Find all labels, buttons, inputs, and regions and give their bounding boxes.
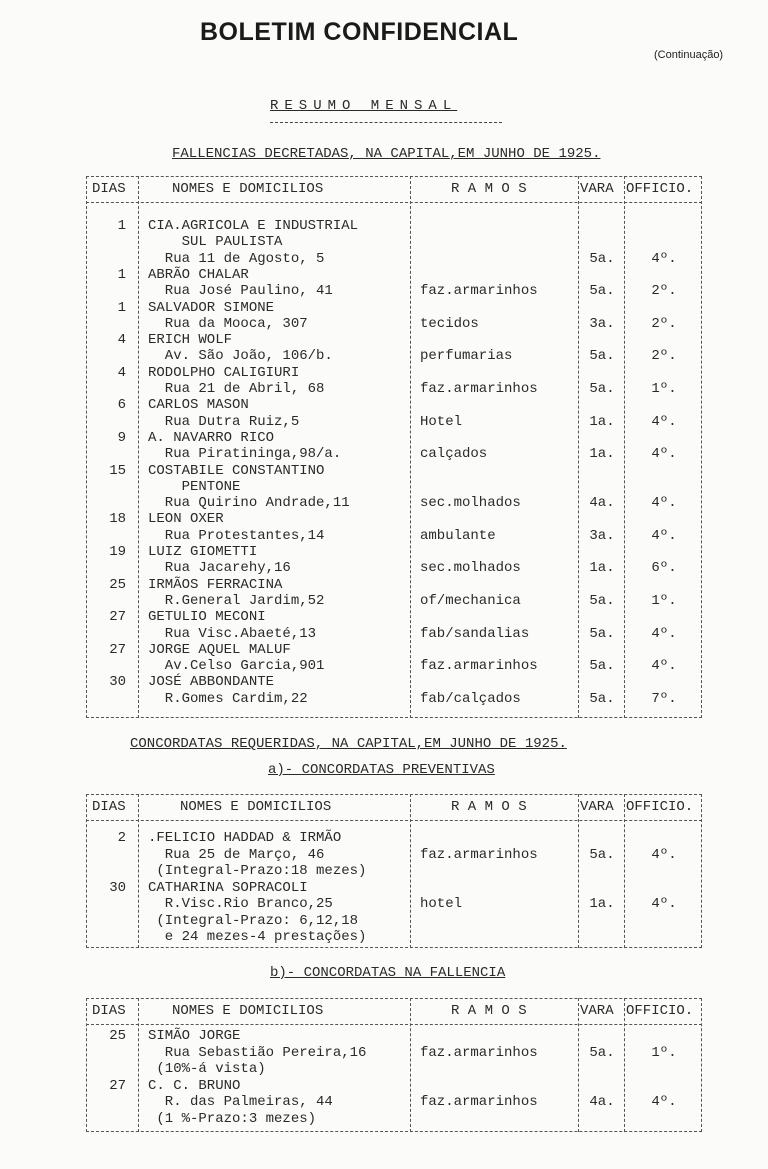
name-address-cell: Rua Sebastião Pereira,16 [148,1044,367,1061]
office-cell: 4º. [651,495,677,512]
day-cell: 2 [117,830,126,846]
table-row [86,1109,702,1129]
name-address-cell: .FELICIO HADDAD & IRMÃO [148,830,342,846]
court-cell: 3a. [589,315,615,332]
day-cell: 18 [109,511,126,528]
table-border [86,820,702,821]
name-address-cell: (10%-á vista) [148,1061,266,1077]
court-cell: 5a. [589,250,615,267]
business-cell: faz.armarinhos [420,1044,538,1061]
concordatas-title: CONCORDATAS REQUERIDAS, NA CAPITAL,EM JUNHO DE 1925. [130,736,567,752]
na-fallencia-table [86,998,702,1132]
name-address-cell: LEON OXER [148,511,224,528]
name-address-cell: COSTABILE CONSTANTINO [148,462,325,479]
column-header-nomes: NOMES E DOMICILIOS [180,799,332,815]
name-address-cell: (Integral-Prazo:18 mezes) [148,863,367,879]
day-cell: 6 [117,397,126,414]
office-cell: 4º. [651,846,677,863]
business-cell: faz.armarinhos [420,658,538,675]
name-address-cell: Rua 11 de Agosto, 5 [148,250,325,267]
name-address-cell: Rua Visc.Abaeté,13 [148,625,317,642]
name-address-cell: C. C. BRUNO [148,1077,241,1094]
fallencias-table [86,176,702,718]
court-cell: 1a. [589,413,615,430]
court-cell: 4a. [589,1094,615,1110]
office-cell: 2º. [651,315,677,332]
name-address-cell: (Integral-Prazo: 6,12,18 [148,912,359,929]
table-row [86,927,702,947]
name-address-cell: Rua Piratininga,98/a. [148,446,342,463]
day-cell: 1 [117,218,126,234]
day-cell: 9 [117,429,126,446]
fallencias-title: FALLENCIAS DECRETADAS, NA CAPITAL,EM JUNHO DE 1925. [172,146,601,162]
name-address-cell: Rua Jacarehy,16 [148,560,291,577]
column-header-officio: OFFICIO. [626,1003,694,1019]
court-cell: 5a. [589,348,615,365]
business-cell: Hotel [420,413,463,430]
name-address-cell: ERICH WOLF [148,332,233,349]
column-header-nomes: NOMES E DOMICILIOS [172,181,324,197]
day-cell: 4 [117,364,126,381]
court-cell: 1a. [589,896,615,912]
resumo-mensal-heading: RESUMO MENSAL [270,98,458,114]
day-cell: 15 [109,462,126,479]
office-cell: 1º. [651,381,677,397]
court-cell: 5a. [589,846,615,863]
court-cell: 5a. [589,690,615,707]
office-cell: 2º. [651,348,677,365]
column-header-vara: VARA [580,799,614,815]
preventivas-table [86,794,702,948]
name-address-cell: R.Gomes Cardim,22 [148,690,308,707]
name-address-cell: A. NAVARRO RICO [148,429,275,446]
business-cell: fab/calçados [420,690,521,707]
column-header-officio: OFFICIO. [626,799,694,815]
business-cell: faz.armarinhos [420,381,538,397]
business-cell: hotel [420,896,463,912]
office-cell: 7º. [651,690,677,707]
office-cell: 1º. [651,592,677,609]
name-address-cell: PENTONE [148,478,241,495]
column-header-ramos: R A M O S [451,799,527,815]
column-header-vara: VARA [580,181,614,197]
name-address-cell: (1 %-Prazo:3 mezes) [148,1110,317,1127]
court-cell: 1a. [589,446,615,463]
day-cell: 30 [109,674,126,691]
name-address-cell: GETULIO MECONI [148,609,266,626]
office-cell: 4º. [651,413,677,430]
business-cell: ambulante [420,527,496,544]
day-cell: 1 [117,266,126,283]
name-address-cell: Av.Celso Garcia,901 [148,658,325,675]
continuation-label: (Continuação) [654,49,724,61]
office-cell: 2º. [651,283,677,300]
name-address-cell: Rua da Mooca, 307 [148,315,308,332]
resumo-underline [270,122,502,123]
column-header-officio: OFFICIO. [626,181,694,197]
office-cell: 4º. [651,250,677,267]
name-address-cell: ABRÃO CHALAR [148,266,249,283]
name-address-cell: Av. São João, 106/b. [148,348,333,365]
business-cell: of/mechanica [420,592,521,609]
name-address-cell: Rua 21 de Abril, 68 [148,381,325,397]
name-address-cell: RODOLPHO CALIGIURI [148,364,300,381]
day-cell: 27 [109,641,126,658]
name-address-cell: IRMÃOS FERRACINA [148,576,283,593]
name-address-cell: R. das Palmeiras, 44 [148,1094,333,1110]
name-address-cell: JOSÉ ABBONDANTE [148,674,275,691]
court-cell: 1a. [589,560,615,577]
day-cell: 30 [109,879,126,896]
day-cell: 27 [109,1077,126,1094]
court-cell: 5a. [589,283,615,300]
business-cell: sec.molhados [420,560,521,577]
business-cell: perfumarias [420,348,513,365]
name-address-cell: CARLOS MASON [148,397,249,414]
office-cell: 4º. [651,527,677,544]
name-address-cell: JORGE AQUEL MALUF [148,641,291,658]
name-address-cell: Rua José Paulino, 41 [148,283,333,300]
column-header-ramos: R A M O S [451,1003,527,1019]
preventivas-title: a)- CONCORDATAS PREVENTIVAS [268,762,495,778]
name-address-cell: SUL PAULISTA [148,234,283,251]
name-address-cell: R.Visc.Rio Branco,25 [148,896,333,912]
business-cell: calçados [420,446,488,463]
day-cell: 4 [117,332,126,349]
court-cell: 3a. [589,527,615,544]
court-cell: 5a. [589,658,615,675]
name-address-cell: e 24 mezes-4 prestações) [148,929,367,945]
business-cell: tecidos [420,315,479,332]
table-border [86,176,702,177]
name-address-cell: Rua Quirino Andrade,11 [148,495,350,512]
table-border [86,998,702,999]
day-cell: 25 [109,1028,126,1044]
name-address-cell: Rua Dutra Ruiz,5 [148,413,300,430]
business-cell: faz.armarinhos [420,1094,538,1110]
column-header-dias: DIAS [92,799,126,815]
name-address-cell: R.General Jardim,52 [148,592,325,609]
court-cell: 5a. [589,625,615,642]
na-fallencia-title: b)- CONCORDATAS NA FALLENCIA [270,965,506,981]
column-header-vara: VARA [580,1003,614,1019]
office-cell: 4º. [651,446,677,463]
day-cell: 19 [109,544,126,560]
table-border [86,1131,702,1132]
table-border [86,717,702,718]
office-cell: 4º. [651,625,677,642]
day-cell: 1 [117,299,126,316]
column-header-ramos: R A M O S [451,181,527,197]
court-cell: 5a. [589,381,615,397]
name-address-cell: CATHARINA SOPRACOLI [148,879,308,896]
court-cell: 5a. [589,1044,615,1061]
bulletin-title: BOLETIM CONFIDENCIAL [200,18,519,46]
column-header-nomes: NOMES E DOMICILIOS [172,1003,324,1019]
name-address-cell: SIMÃO JORGE [148,1028,241,1044]
court-cell: 5a. [589,592,615,609]
office-cell: 4º. [651,1094,677,1110]
table-border [86,202,702,203]
business-cell: sec.molhados [420,495,521,512]
business-cell: faz.armarinhos [420,846,538,863]
office-cell: 1º. [651,1044,677,1061]
column-header-dias: DIAS [92,181,126,197]
day-cell: 27 [109,609,126,626]
name-address-cell: SALVADOR SIMONE [148,299,275,316]
name-address-cell: CIA.AGRICOLA E INDUSTRIAL [148,218,359,234]
name-address-cell: LUIZ GIOMETTI [148,544,258,560]
office-cell: 4º. [651,658,677,675]
table-border [86,947,702,948]
table-row [86,689,702,709]
business-cell: faz.armarinhos [420,283,538,300]
table-border [86,794,702,795]
table-border [86,1024,702,1025]
name-address-cell: Rua 25 de Março, 46 [148,846,325,863]
office-cell: 4º. [651,896,677,912]
name-address-cell: Rua Protestantes,14 [148,527,325,544]
office-cell: 6º. [651,560,677,577]
day-cell: 25 [109,576,126,593]
business-cell: fab/sandalias [420,625,530,642]
court-cell: 4a. [589,495,615,512]
column-header-dias: DIAS [92,1003,126,1019]
